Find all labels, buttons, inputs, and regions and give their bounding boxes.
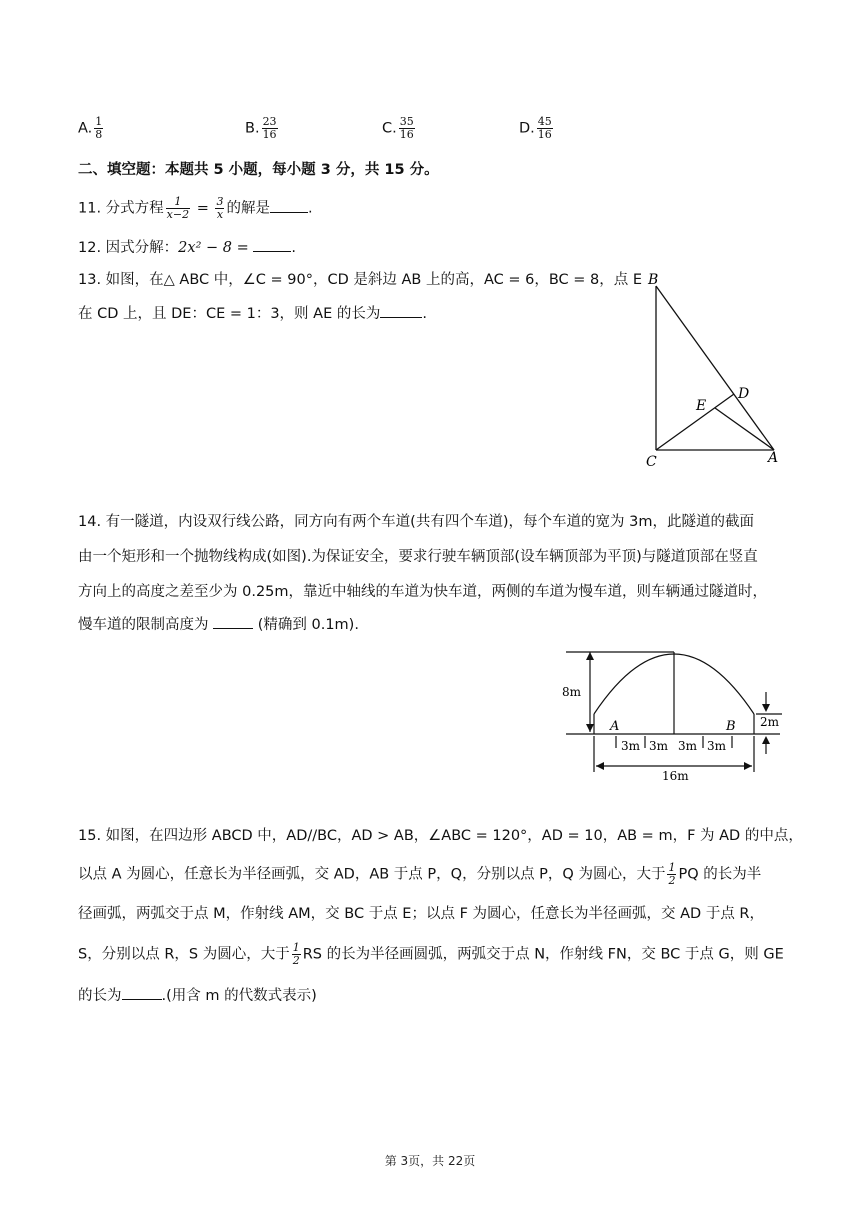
- question-11: 11. 分式方程 $\frac{1}{x-2}$ = $\frac{3}{x}$ 的解是 .: [78, 195, 313, 221]
- page-footer: 第 3页，共 22页: [384, 1154, 476, 1168]
- label-a: A: [610, 719, 620, 734]
- label-b: B: [648, 272, 659, 288]
- option-a: [78, 116, 105, 141]
- lane-label: 3m: [678, 739, 698, 753]
- question-13-line-1: 13. 如图，在△ ABC 中，∠C = 90°，CD 是斜边 AB 上的高，AC = 6，BC = 8，点 E: [78, 272, 643, 288]
- option-letter: B.: [245, 120, 260, 137]
- label-b: B: [726, 719, 736, 734]
- lane-label: 3m: [621, 739, 641, 753]
- question-15-line-1: 15. 如图，在四边形 ABCD 中，AD//BC，AD > AB，∠ABC = 120°，AD = 10，AB = m，F 为 AD 的中点，: [78, 828, 803, 844]
- option-d: [519, 116, 555, 141]
- label-8m: 8m: [562, 685, 582, 699]
- option-fraction: $\frac{1}{8}$: [95, 115, 103, 141]
- fraction-half: $\frac{1}{2}$: [292, 941, 300, 967]
- label-d: D: [738, 386, 750, 402]
- label-a: A: [768, 450, 779, 466]
- question-14-line-3: 方向上的高度之差至少为 0.25m，靠近中轴线的车道为快车道，两侧的车道为慢车道，则车辆通过隧道时，: [78, 584, 768, 600]
- option-fraction: $\frac{45}{16}$: [537, 115, 552, 141]
- question-12: 12. 因式分解：2x² − 8 = .: [78, 237, 296, 258]
- lane-label: 3m: [707, 739, 727, 753]
- label-2m: 2m: [760, 715, 780, 729]
- option-letter: D.: [519, 120, 535, 137]
- fraction-1: $\frac{1}{x-2}$: [166, 195, 190, 221]
- option-letter: C.: [382, 120, 397, 137]
- answer-blank: [122, 985, 162, 1000]
- question-13-line-2: 在 CD 上，且 DE：CE = 1：3，则 AE 的长为 .: [78, 303, 427, 324]
- answer-blank: [213, 614, 253, 629]
- question-15-line-5: 的长为 .(用含 m 的代数式表示): [78, 985, 317, 1006]
- label-e: E: [696, 398, 707, 414]
- lane-label: 3m: [649, 739, 669, 753]
- label-16m: 16m: [662, 769, 689, 780]
- option-letter: A.: [78, 120, 93, 137]
- option-fraction: $\frac{35}{16}$: [399, 115, 414, 141]
- option-fraction: $\frac{23}{16}$: [262, 115, 277, 141]
- option-c: [382, 116, 417, 141]
- question-15-line-4: S，分别以点 R，S 为圆心，大于 $\frac{1}{2}$ RS 的长为半径画圆弧，两弧交于点 N，作射线 FN，交 BC 于点 G，则 GE: [78, 941, 784, 967]
- label-c: C: [646, 454, 657, 470]
- answer-blank: [253, 237, 291, 252]
- option-b: [245, 116, 280, 141]
- question-15-line-3: 径画弧，两弧交于点 M，作射线 AM，交 BC 于点 E；以点 F 为圆心，任意长为半径画弧，交 AD 于点 R，: [78, 906, 765, 922]
- answer-blank: [380, 303, 422, 318]
- triangle-figure: [630, 268, 790, 473]
- answer-blank: [270, 198, 308, 213]
- tunnel-figure: [560, 644, 790, 780]
- question-14-line-1: 14. 有一隧道，内设双行线公路，同方向有两个车道(共有四个车道)，每个车道的宽为 3m，此隧道的截面: [78, 514, 754, 530]
- fraction-2: $\frac{3}{x}$: [216, 195, 224, 221]
- question-14-line-4: 慢车道的限制高度为 (精确到 0.1m).: [78, 614, 359, 635]
- question-14-line-2: 由一个矩形和一个抛物线构成(如图).为保证安全，要求行驶车辆顶部(设车辆顶部为平顶)与隧道顶部在竖直: [78, 549, 758, 565]
- fraction-half: $\frac{1}{2}$: [668, 861, 676, 887]
- question-15-line-2: 以点 A 为圆心，任意长为半径画弧，交 AD，AB 于点 P，Q，分别以点 P，Q 为圆心，大于 $\frac{1}{2}$ PQ 的长为半: [78, 861, 762, 887]
- section-title: 二、填空题：本题共 5 小题，每小题 3 分，共 15 分。: [78, 162, 439, 178]
